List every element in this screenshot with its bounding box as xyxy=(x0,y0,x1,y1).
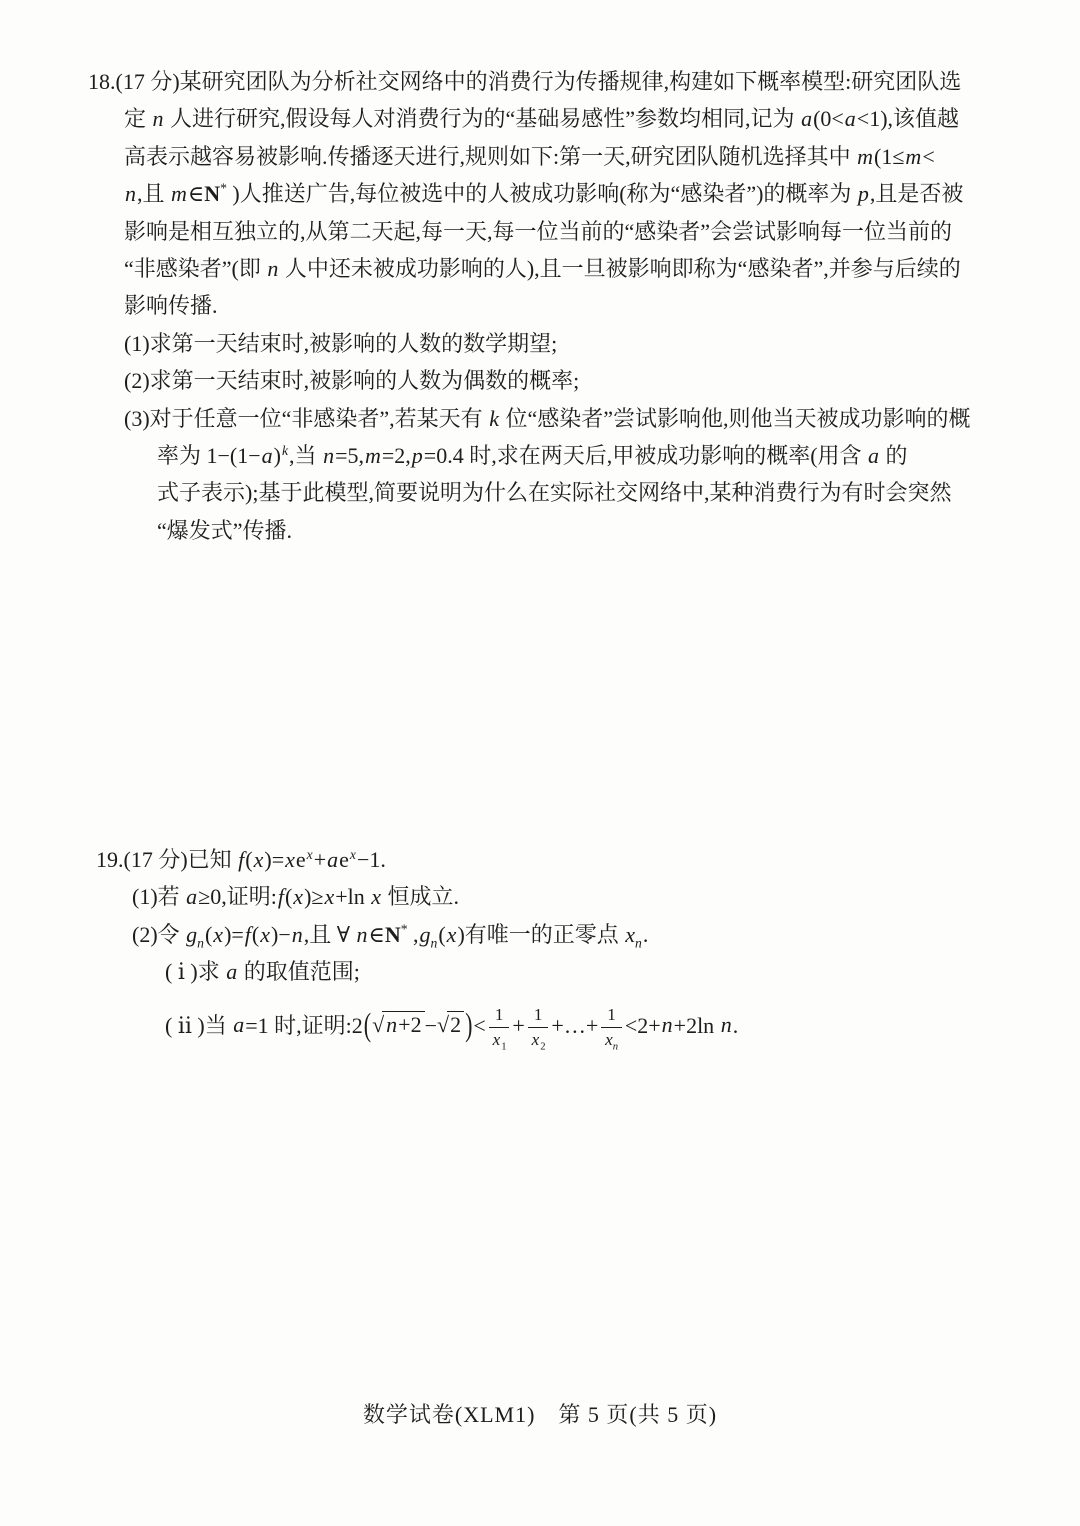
text-line: n,且 m∈N* )人推送广告,每位被选中的人被成功影响(称为“感染者”)的概率为 p,且是否被 xyxy=(125,180,964,207)
text-line: 18.(17 分)某研究团队为分析社交网络中的消费行为传播规律,构建如下概率模型:研究团队选 xyxy=(88,69,962,94)
text-line: 定 n 人进行研究,假设每人对消费行为的“基础易感性”参数均相同,记为 a(0<a<1),该值越 xyxy=(124,106,960,132)
question-part-1: (1)求第一天结束时,被影响的人数的数学期望; xyxy=(124,330,558,356)
text-line: 高表示越容易被影响.传播逐天进行,规则如下:第一天,研究团队随机选择其中 m(1≤m< xyxy=(124,143,935,169)
text-line: 式子表示);基于此模型,简要说明为什么在实际社交网络中,某种消费行为有时会突然 xyxy=(157,480,952,506)
question-part-1: (1)若 a≥0,证明:f(x)≥x+ln x 恒成立. xyxy=(132,884,460,910)
question-part-2: (2)令 $g_n(x)=f(x)-n$,且 ∀ n∈N* $,g_n(x)$有唯一的正零点 $x_n$. xyxy=(132,921,649,951)
text-line: 影响是相互独立的,从第二天起,每一天,每一位当前的“感染者”会尝试影响每一位当前的 xyxy=(124,218,953,244)
text-line: “非感染者”(即 n 人中还未被成功影响的人),且一旦被影响即称为“感染者”,并参与后续的 xyxy=(124,256,961,282)
question-part-2ii: ( ⅱ )当 a=1 时,证明:2(√n+2 −√2 )< $\frac{1}{x_1}$ + $\frac{1}{x_2}$ +…+ $\frac{1}{x_n}$ <2+n+2ln n. xyxy=(165,1004,739,1053)
text-line: 影响传播. xyxy=(124,293,218,319)
problem-18 xyxy=(0,63,1080,549)
text-line: 19.(17 分)已知 $f(x)=xe^x+ae^x-1$. xyxy=(96,846,386,872)
problem-19 xyxy=(0,841,1080,1051)
footer-text: 数学试卷(XLM1) 第 5 页(共 5 页) xyxy=(362,1402,718,1427)
question-part-2: (2)求第一天结束时,被影响的人数为偶数的概率; xyxy=(124,368,580,394)
text-line: 率为 $1-(1-a)^k$,当 n=5,m=2,p=0.4 时,求在两天后,甲被成功影响的概率(用含 a 的 xyxy=(157,442,908,469)
page-footer xyxy=(0,1396,1080,1433)
question-part-2i: ( ⅰ )求 a 的取值范围; xyxy=(165,959,360,985)
question-part-3: (3)对于任意一位“非感染者”,若某天有 k 位“感染者”尝试影响他,则他当天被成功影响的概 xyxy=(124,405,971,431)
text-line: “爆发式”传播. xyxy=(157,517,293,543)
